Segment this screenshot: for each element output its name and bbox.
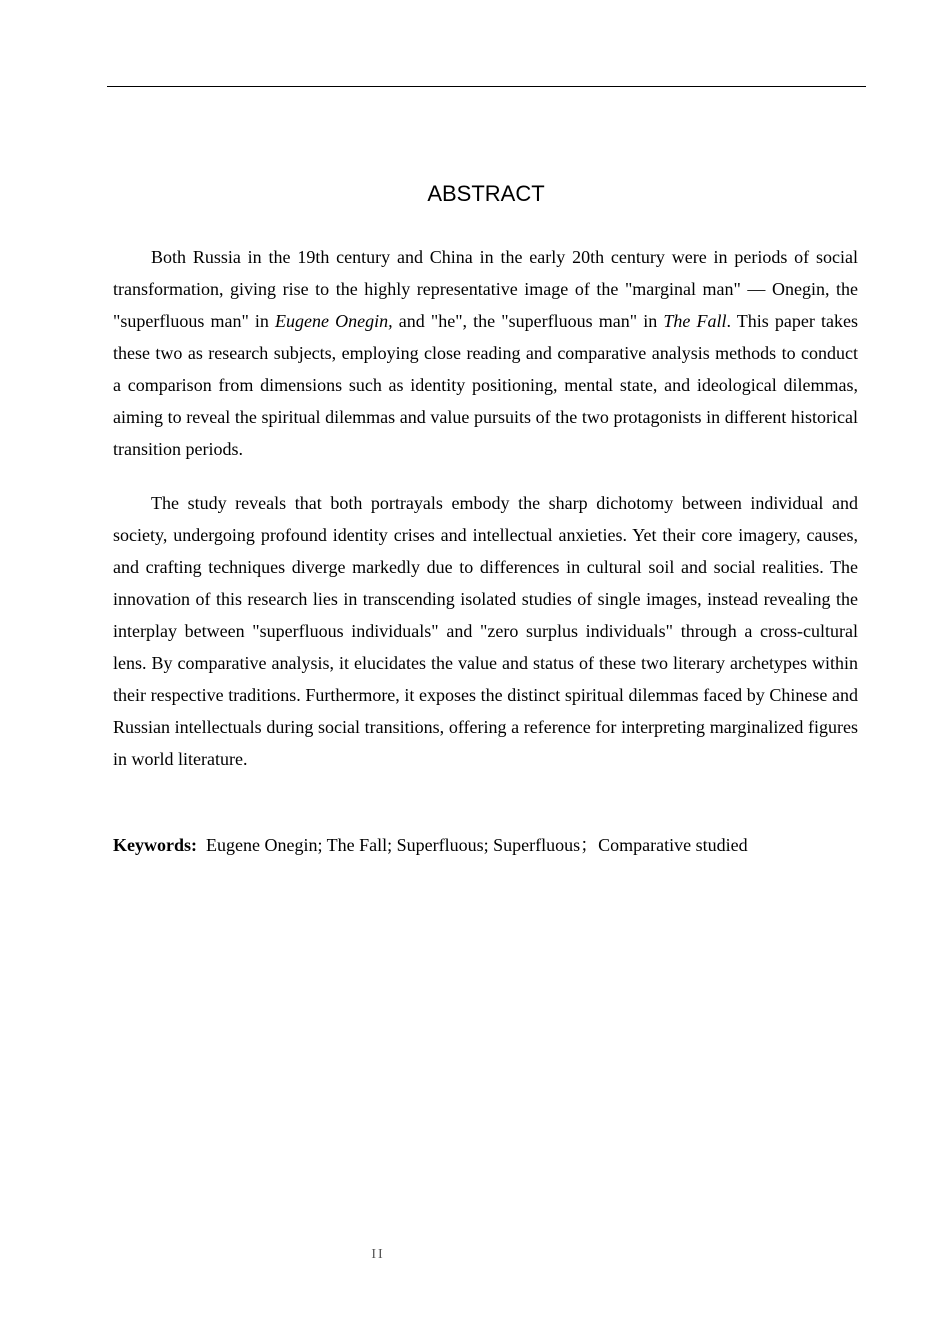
keywords-line bbox=[113, 829, 858, 861]
italic-title-the-fall: The Fall bbox=[663, 311, 727, 331]
keywords-label: Keywords: bbox=[113, 835, 197, 855]
abstract-paragraph-1 bbox=[113, 241, 858, 465]
abstract-title: ABSTRACT bbox=[427, 181, 545, 206]
header-rule bbox=[107, 86, 866, 87]
keywords-value: Eugene Onegin; The Fall; Superfluous; Superfluous；Comparative studied bbox=[206, 835, 748, 855]
paragraph-1-text-3: . This paper takes these two as research subjects, employing close reading and comparative analysis methods to conduct a comparison from dimensions such as identity positioning, mental state, and ideological dilemmas, aiming to reveal the spiritual dilemmas and value pursuits of the two protagonists in different historical transition periods. bbox=[113, 311, 858, 459]
italic-title-eugene-onegin: Eugene Onegin, bbox=[275, 311, 393, 331]
abstract-body bbox=[113, 241, 858, 797]
abstract-paragraph-2: The study reveals that both portrayals embody the sharp dichotomy between individual and society, undergoing profound identity crises and intellectual anxieties. Yet their core imagery, causes, and crafting techniques diverge markedly due to differences in cultural soil and social realities. The innovation of this research lies in transcending isolated studies of single images, instead revealing the interplay between "superfluous individuals" and "zero surplus individuals" through a cross-cultural lens. By comparative analysis, it elucidates the value and status of these two literary archetypes within their respective traditions. Furthermore, it exposes the distinct spiritual dilemmas faced by Chinese and Russian intellectuals during social transitions, offering a reference for interpreting marginalized figures in world literature. bbox=[113, 493, 858, 769]
paragraph-1-text-1: Both Russia in the 19th century and China in the early 20th century were in periods of social transformation, giving rise to the highly representative image of the "marginal man" — Onegin, the "superfluous man" in bbox=[113, 247, 858, 331]
paragraph-1-text-2: and "he", the "superfluous man" in bbox=[392, 311, 664, 331]
page-number: II bbox=[371, 1247, 385, 1262]
